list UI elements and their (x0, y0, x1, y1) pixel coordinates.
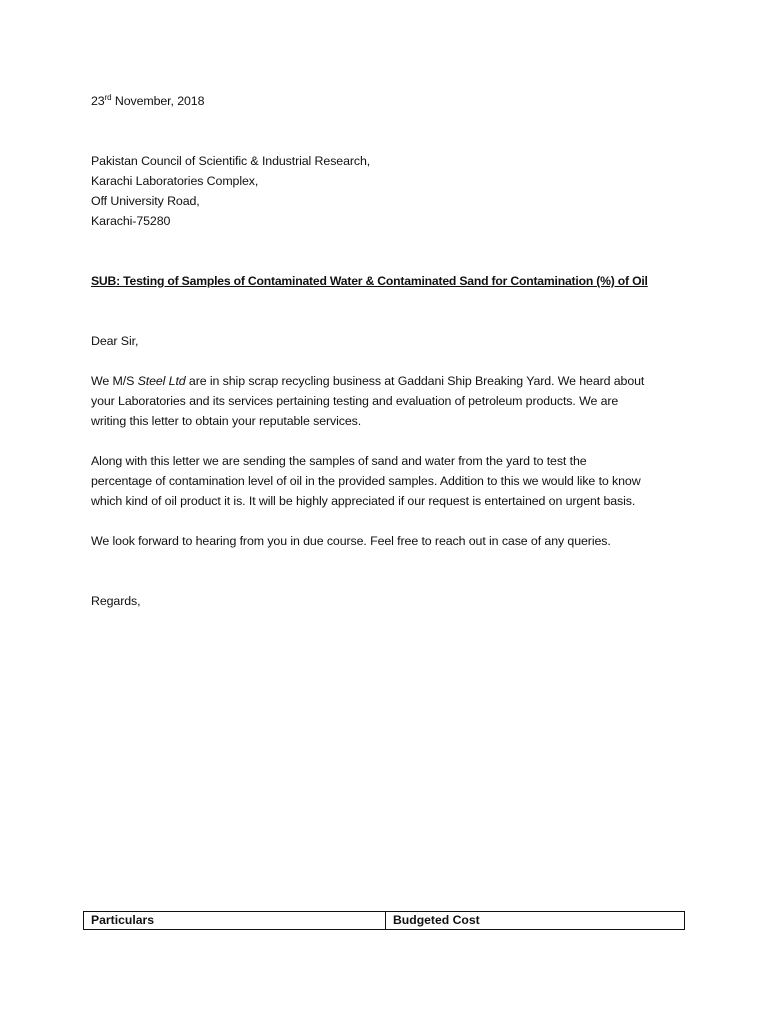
table-header-particulars: Particulars (84, 912, 386, 930)
address-line: Pakistan Council of Scientific & Industrial Research, (91, 154, 371, 168)
date-suffix: rd (104, 93, 112, 102)
paragraph-intro (91, 371, 644, 431)
paragraph-line: Along with this letter we are sending the samples of sand and water from the yard to test the (91, 454, 587, 468)
address-line: Karachi Laboratories Complex, (91, 174, 259, 188)
paragraph-line: which kind of oil product it is. It will be highly appreciated if our request is entertained on urgent basis. (91, 494, 636, 508)
intro-line1-rest: are in ship scrap recycling business at Gaddani Ship Breaking Yard. We heard about (185, 374, 645, 388)
letter-date (91, 91, 204, 111)
paragraph-closing-remarks: We look forward to hearing from you in due course. Feel free to reach out in case of any queries. (91, 534, 611, 548)
letter-salutation: Dear Sir, (91, 334, 139, 348)
company-name: Steel Ltd (137, 374, 186, 388)
recipient-address (91, 151, 370, 231)
intro-prefix: We M/S (91, 374, 138, 388)
paragraph-samples (91, 451, 641, 511)
paragraph-line: percentage of contamination level of oil in the provided samples. Addition to this we would like to know (91, 474, 641, 488)
paragraph-line: your Laboratories and its services pertaining testing and evaluation of petroleum products. We are (91, 394, 619, 408)
date-day: 23 (91, 94, 105, 108)
letter-closing: Regards, (91, 594, 141, 608)
date-rest: November, 2018 (111, 94, 205, 108)
address-line: Karachi-75280 (91, 214, 171, 228)
budget-table (83, 911, 685, 930)
letter-subject: SUB: Testing of Samples of Contaminated Water & Contaminated Sand for Contamination (%) of Oil (91, 274, 648, 288)
table-header-budgeted-cost: Budgeted Cost (386, 912, 685, 930)
table-header-row (84, 912, 685, 930)
paragraph-line (91, 371, 644, 391)
address-line: Off University Road, (91, 194, 200, 208)
paragraph-line: writing this letter to obtain your reputable services. (91, 414, 362, 428)
